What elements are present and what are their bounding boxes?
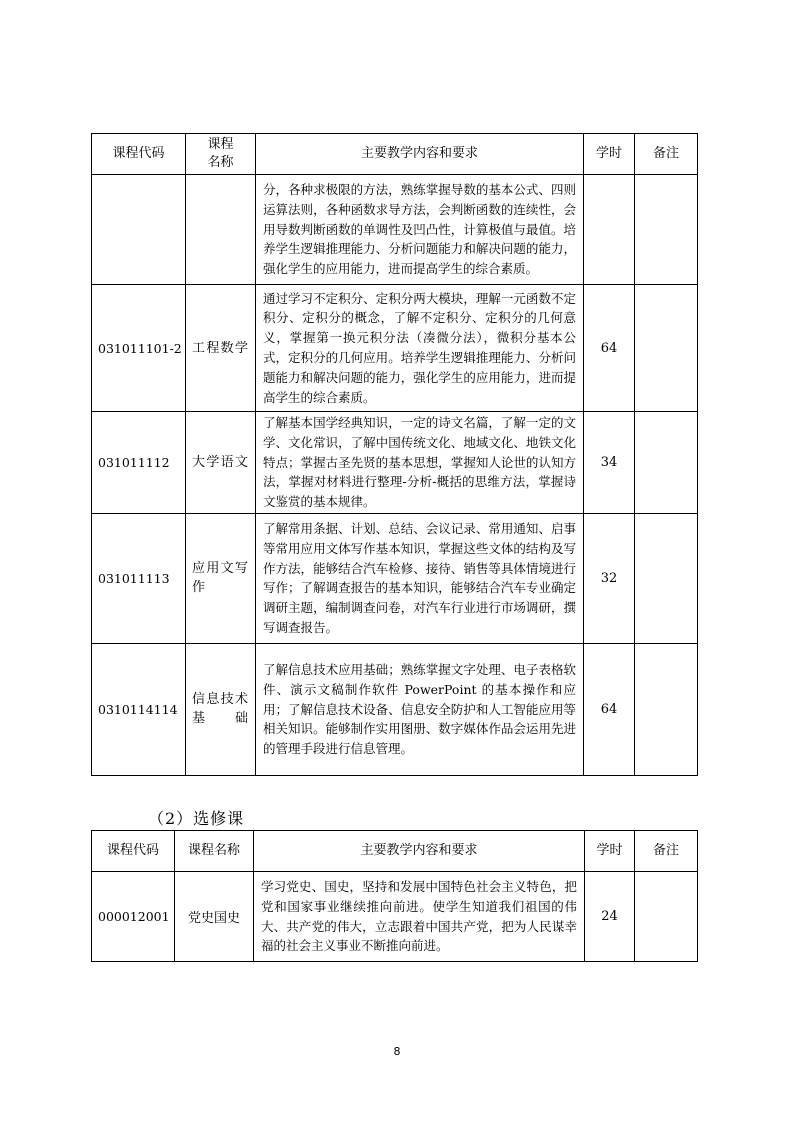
table-header-row [92,134,698,175]
course-note [635,513,698,643]
course-note [635,285,698,412]
header-content: 主要教学内容和要求 [256,134,584,175]
required-courses-table [91,133,698,776]
course-note [635,175,698,285]
header-note: 备注 [635,134,698,175]
table-row [92,175,698,285]
course-note [635,872,698,962]
course-hours: 64 [584,643,635,775]
course-code: 031011101-2 [92,285,186,412]
course-code: 031011112 [92,412,186,514]
course-content: 了解信息技术应用基础；熟练掌握文字处理、电子表格软件、演示文稿制作软件 PowerPoint 的基本操作和应用；了解信息技术设备、信息安全防护和人工智能应用等相关知识。能够制作实用图册、数字媒体作品会运用先进的管理手段进行信息管理。 [256,643,584,775]
course-content: 了解基本国学经典知识，一定的诗文名篇，了解一定的文学、文化常识，了解中国传统文化、地域文化、地铁文化特点；掌握古圣先贤的基本思想，掌握知人论世的认知方法，掌握对材料进行整理-分析-概括的思维方法，掌握诗文鉴赏的基本规律。 [256,412,584,514]
table-row [92,643,698,775]
header-course-code: 课程代码 [92,831,175,872]
table-row [92,872,698,962]
course-name [186,175,256,285]
course-code: 000012001 [92,872,175,962]
header-course-name: 课程名称 [186,134,256,175]
course-content: 学习党史、国史，坚持和发展中国特色社会主义特色，把党和国家事业继续推向前进。使学生知道我们祖国的伟大、共产党的伟大，立志跟着中国共产党，把为人民谋幸福的社会主义事业不断推向前进。 [254,872,585,962]
course-note [635,643,698,775]
course-content: 了解常用条据、计划、总结、会议记录、常用通知、启事等常用应用文体写作基本知识，掌握这些文体的结构及写作方法，能够结合汽车检修、接待、销售等具体情境进行写作；了解调查报告的基本知识，能够结合汽车专业确定调研主题，编制调查问卷，对汽车行业进行市场调研，撰写调查报告。 [256,513,584,643]
course-name: 大学语文 [186,412,256,514]
header-course-name: 课程名称 [175,831,254,872]
header-note: 备注 [635,831,698,872]
course-hours: 64 [584,285,635,412]
course-name: 信息技术基础 [186,643,256,775]
course-hours [584,175,635,285]
elective-courses-table [91,830,698,962]
section-title-electives: （2）选修课 [148,809,245,828]
course-code: 0310114114 [92,643,186,775]
header-course-code: 课程代码 [92,134,186,175]
course-code: 031011113 [92,513,186,643]
header-content: 主要教学内容和要求 [254,831,585,872]
course-content: 分，各种求极限的方法，熟练掌握导数的基本公式、四则运算法则，各种函数求导方法，会判断函数的连续性，会用导数判断函数的单调性及凹凸性，计算极值与最值。培养学生逻辑推理能力、分析问题能力和解决问题的能力，强化学生的应用能力，进而提高学生的综合素质。 [256,175,584,285]
header-hours: 学时 [584,134,635,175]
table-row [92,412,698,514]
course-name: 应用文写作 [186,513,256,643]
header-hours: 学时 [585,831,635,872]
course-code [92,175,186,285]
table-row [92,285,698,412]
course-note [635,412,698,514]
page-number: 8 [393,1045,401,1058]
table-row [92,513,698,643]
course-hours: 34 [584,412,635,514]
course-hours: 32 [584,513,635,643]
table-header-row [92,831,698,872]
course-name: 党史国史 [175,872,254,962]
course-hours: 24 [585,872,635,962]
course-content: 通过学习不定积分、定积分两大模块，理解一元函数不定积分、定积分的概念，了解不定积分、定积分的几何意义，掌握第一换元积分法（凑微分法），微积分基本公式，定积分的几何应用。培养学生逻辑推理能力、分析问题能力和解决问题的能力，强化学生的应用能力，进而提高学生的综合素质。 [256,285,584,412]
course-name: 工程数学 [186,285,256,412]
